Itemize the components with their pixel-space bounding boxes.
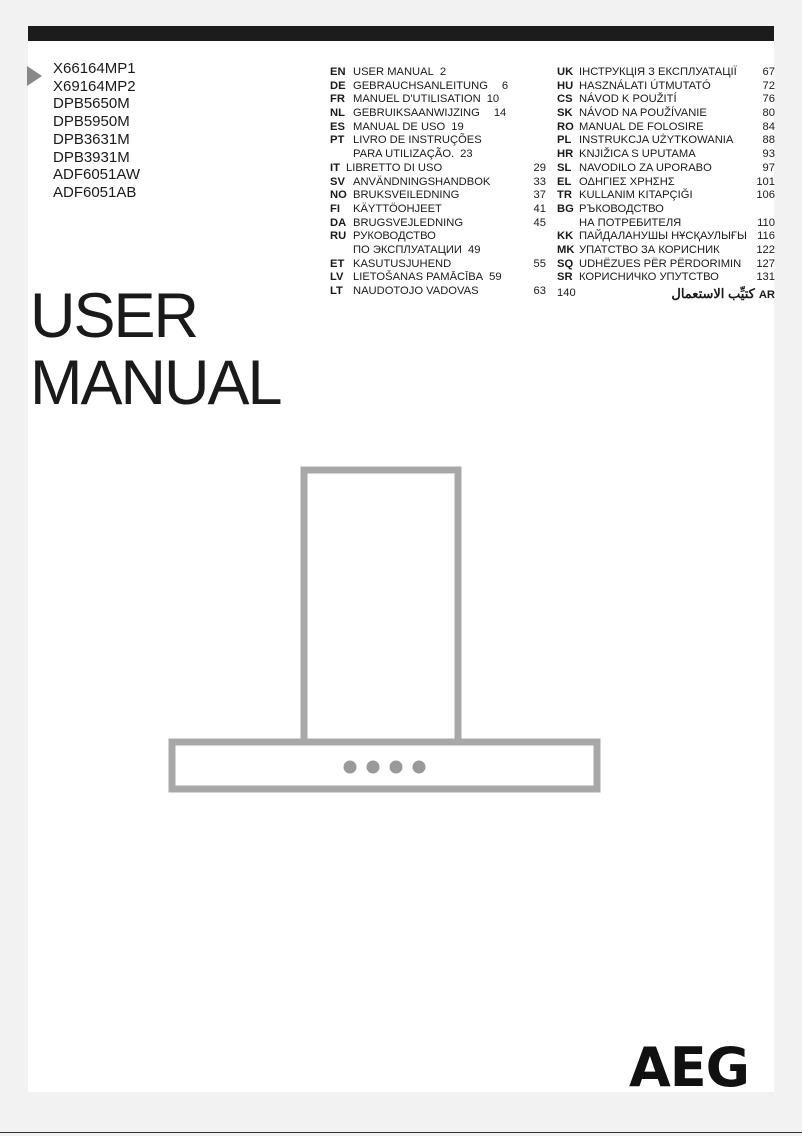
- language-code: LV: [330, 271, 344, 284]
- canopy-outline: [172, 742, 597, 789]
- page-number: 101: [756, 175, 775, 188]
- language-code: AR: [758, 289, 775, 301]
- chimney-outline: [304, 470, 458, 742]
- model-number: ADF6051AW: [53, 166, 140, 184]
- page-number: 131: [756, 271, 775, 284]
- language-code: SQ: [557, 257, 574, 270]
- control-button-icon: [390, 761, 403, 774]
- page-number: 76: [762, 93, 775, 106]
- language-name: LIETOŠANAS PAMĀCĪBA: [353, 271, 484, 284]
- language-name: كتيِّب الاستعمال: [671, 286, 755, 301]
- model-number: ADF6051AB: [53, 183, 137, 201]
- page-number: 14: [493, 107, 507, 120]
- language-name: ANVÄNDNINGSHANDBOK: [353, 175, 491, 188]
- language-name: КОРИСНИЧКО УПУТСТВО: [579, 271, 719, 284]
- language-code: SV: [330, 175, 345, 188]
- model-number: X69164MP2: [53, 77, 136, 95]
- language-name: ПАЙДАЛАНУШЫ НҰСҚАУЛЫҒЫ: [579, 230, 747, 243]
- language-code: IT: [330, 161, 340, 174]
- language-code: LT: [330, 285, 343, 297]
- language-code: UK: [557, 66, 574, 78]
- page-number: 67: [762, 66, 775, 78]
- page-number: 122: [756, 243, 775, 256]
- language-name: KULLANIM KITAPÇIĞI: [579, 189, 693, 202]
- page-number: 45: [533, 216, 546, 229]
- language-name: NAVODILO ZA UPORABO: [579, 161, 712, 174]
- page-number: 33: [533, 175, 546, 188]
- page-number: 110: [757, 216, 775, 229]
- language-name: ПО ЭКСПЛУАТАЦИИ: [353, 243, 462, 256]
- model-number: DPB5950M: [53, 113, 130, 131]
- language-code: NO: [330, 189, 347, 202]
- language-name: MANUAL DE FOLOSIRE: [579, 120, 704, 133]
- language-name: GEBRUIKSAANWIJZING: [353, 107, 480, 120]
- page-number: 80: [762, 107, 775, 120]
- language-code: ET: [330, 257, 345, 270]
- language-code: FR: [330, 93, 345, 106]
- language-name: USER MANUAL: [353, 66, 434, 78]
- language-name: NAUDOTOJO VADOVAS: [353, 285, 479, 297]
- language-code: TR: [557, 189, 572, 202]
- language-name: PARA UTILIZAÇÃO.: [353, 148, 455, 161]
- page-number: 97: [762, 161, 775, 174]
- language-name: KNJIŽICA S UPUTAMA: [579, 148, 696, 161]
- page-number: 88: [762, 134, 775, 147]
- page-number: 72: [762, 79, 775, 92]
- control-button-icon: [413, 761, 426, 774]
- language-code: MK: [557, 243, 575, 256]
- language-name: УПАТСТВО ЗА КОРИСНИК: [579, 243, 720, 256]
- page-number: 127: [756, 257, 775, 270]
- page-number: 6: [501, 79, 509, 92]
- control-button-icon: [344, 761, 357, 774]
- page-number: 55: [533, 257, 546, 270]
- page-number: 93: [762, 148, 775, 161]
- language-name: MANUAL DE USO: [353, 120, 446, 133]
- title-line-1: USER: [30, 281, 198, 351]
- language-code: PT: [330, 134, 345, 147]
- language-code: SR: [557, 271, 573, 284]
- language-name: NÁVOD NA POUŽÍVANIE: [579, 107, 707, 120]
- page-number: 2: [439, 66, 447, 78]
- language-code: RO: [557, 120, 574, 133]
- language-name: LIVRO DE INSTRUÇÕES: [353, 134, 482, 147]
- page-number: 23: [460, 148, 473, 161]
- language-code: KK: [557, 230, 574, 243]
- language-code: HU: [557, 79, 574, 92]
- language-name: BRUGSVEJLEDNING: [353, 216, 464, 229]
- page-number: 41: [533, 202, 546, 215]
- language-code: EN: [330, 66, 346, 78]
- language-code: BG: [557, 202, 574, 215]
- language-code: FI: [330, 202, 340, 215]
- model-number: DPB3631M: [53, 130, 130, 148]
- language-name: РУКОВОДСТВО: [353, 230, 436, 243]
- page-number: 49: [467, 243, 481, 256]
- page-number: 63: [533, 285, 546, 297]
- language-code: CS: [557, 93, 573, 106]
- language-name: HASZNÁLATI ÚTMUTATÓ: [579, 79, 711, 92]
- page-number: 19: [451, 120, 464, 133]
- language-code: SL: [557, 161, 572, 174]
- language-name: GEBRAUCHSANLEITUNG: [353, 79, 488, 92]
- page-number: 59: [489, 271, 502, 284]
- language-code: DE: [330, 79, 346, 92]
- language-name: ІНСТРУКЦІЯ З ЕКСПЛУАТАЦІЇ: [579, 66, 737, 78]
- model-number: DPB5650M: [53, 95, 130, 113]
- language-name: BRUKSVEILEDNING: [353, 189, 460, 202]
- aeg-logo: AEG: [629, 1036, 750, 1099]
- language-code: RU: [330, 230, 347, 243]
- title-line-2: MANUAL: [30, 348, 281, 418]
- page-number: 10: [486, 93, 500, 106]
- language-code: NL: [330, 107, 345, 120]
- language-name: LIBRETTO DI USO: [346, 161, 443, 174]
- model-number: X66164MP1: [53, 60, 136, 77]
- language-code: DA: [330, 216, 347, 229]
- bottom-divider: [0, 1132, 802, 1133]
- page-number: 37: [533, 189, 546, 202]
- language-code: HR: [557, 148, 574, 161]
- page-number: 29: [533, 161, 546, 174]
- language-code: EL: [557, 175, 572, 188]
- language-name: РЪКОВОДСТВО: [579, 202, 664, 215]
- page-number: 106: [756, 189, 775, 202]
- language-name: ΟΔΗΓΙΕΣ ΧΡΗΣΗΣ: [579, 175, 675, 188]
- model-number: DPB3931M: [53, 148, 130, 166]
- language-code: PL: [557, 134, 572, 147]
- page-number: 84: [762, 120, 775, 133]
- page-number: 140: [557, 287, 576, 299]
- language-name: KÄYTTÖOHJEET: [353, 202, 442, 215]
- language-name: NÁVOD K POUŽITÍ: [579, 93, 677, 106]
- language-name: MANUEL D'UTILISATION: [353, 93, 481, 106]
- language-name: INSTRUKCJA UŻYTKOWANIA: [579, 134, 734, 147]
- language-name: UDHËZUES PËR PËRDORIMIN: [579, 257, 742, 270]
- page-number: 116: [757, 230, 775, 243]
- language-code: ES: [330, 120, 345, 133]
- control-button-icon: [367, 761, 380, 774]
- language-code: SK: [557, 107, 573, 120]
- language-name: НА ПОТРЕБИТЕЛЯ: [579, 216, 682, 229]
- language-name: KASUTUSJUHEND: [353, 257, 452, 270]
